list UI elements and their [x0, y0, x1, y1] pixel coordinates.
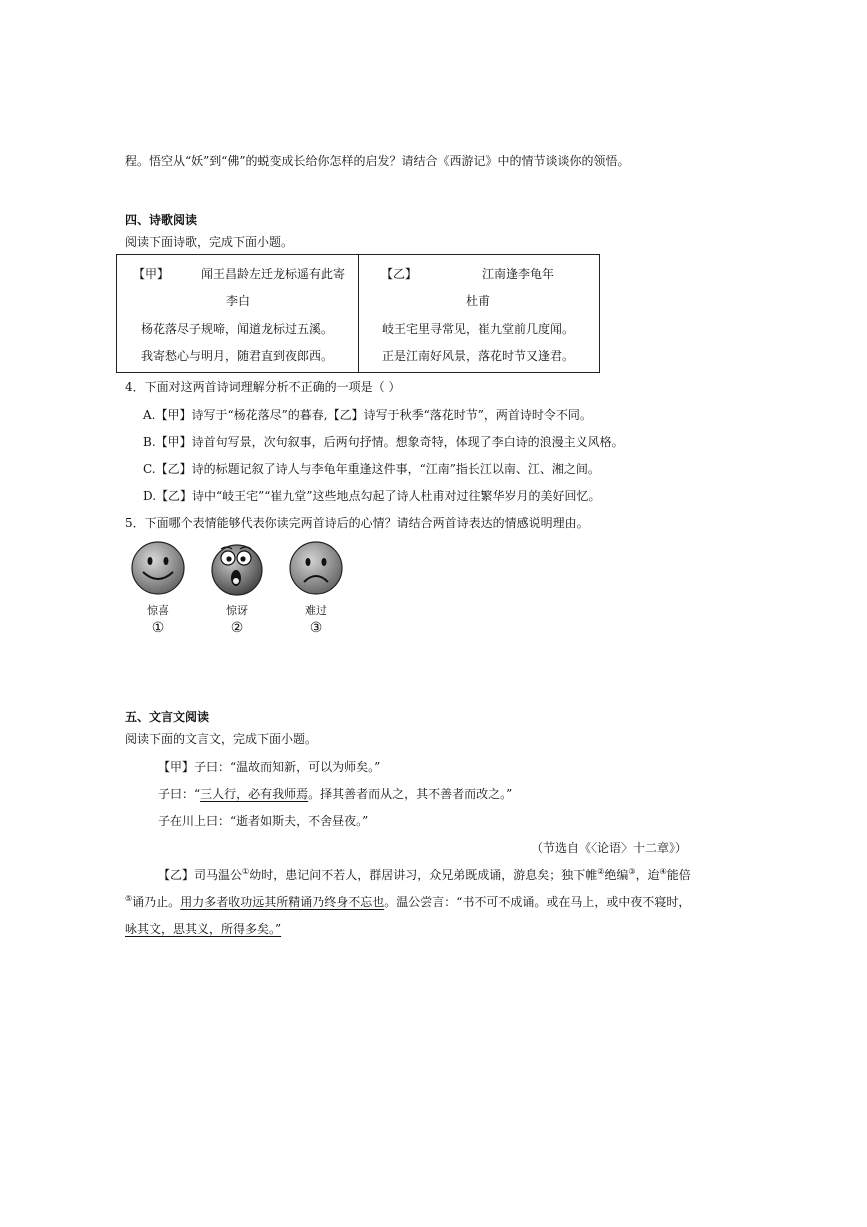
poem-yi-line2: 正是江南好风景，落花时节又逢君。 [382, 349, 575, 363]
yi-text-3-underlined: 咏其文，思其义，所得多矣。” [125, 922, 282, 936]
yi-text-1c: 绝编 [604, 868, 629, 882]
footnote-mark-1: ① [242, 867, 250, 876]
jia-line-2-underlined: 三人行，必有我师焉 [200, 787, 309, 801]
poem-yi-title: 江南逢李龟年 [482, 267, 555, 281]
poem-yi-cell [359, 255, 600, 372]
q4-option-d[interactable]: D.【乙】诗中“岐王宅”“崔九堂”这些地点勾起了诗人杜甫对过往繁华岁月的美好回忆。 [143, 489, 601, 503]
jia-line-2 [158, 785, 512, 802]
jia-line-3: 子在川上曰：“逝者如斯夫，不舍昼夜。” [158, 814, 369, 828]
section-5-title: 五、文言文阅读 [125, 710, 210, 724]
poem-jia-cell [117, 255, 358, 372]
prev-question-text: 程。悟空从“妖”到“佛”的蜕变成长给你怎样的启发？请结合《西游记》中的情节谈谈你的领悟。 [125, 154, 630, 168]
q4-option-c[interactable]: C.【乙】诗的标题记叙了诗人与李龟年重逢这件事，“江南”指长江以南、江、湘之间。 [143, 462, 600, 476]
section-4-title: 四、诗歌阅读 [125, 213, 198, 227]
section-4-instruction: 阅读下面诗歌，完成下面小题。 [125, 235, 294, 249]
jia-line-2-post: 。择其善者而从之，其不善者而改之。” [308, 787, 513, 801]
yi-text-1d: ，迨 [635, 868, 660, 882]
q4-stem: 4．下面对这两首诗词理解分析不正确的一项是（ ） [125, 380, 401, 394]
poem-yi-tag: 【乙】 [381, 267, 418, 281]
poem-jia-line1: 杨花落尽子规啼，闻道龙标过五溪。 [141, 322, 334, 336]
q4-option-b[interactable]: B.【甲】诗首句写景，次句叙事，后两句抒情。想象奇特，体现了李白诗的浪漫主义风格。 [143, 435, 624, 449]
face-num-3: ③ [309, 620, 323, 636]
smile-face-icon [130, 540, 186, 596]
surprised-face-icon [209, 540, 265, 596]
face-num-2: ② [230, 620, 244, 636]
face-label-3: 难过 [305, 604, 327, 617]
yi-para-line-3 [125, 920, 281, 937]
footnote-mark-4: ④ [659, 867, 667, 876]
face-label-2: 惊讶 [226, 604, 248, 617]
yi-text-1e: 能倍 [666, 868, 691, 882]
q5-stem: 5．下面哪个表情能够代表你读完两首诗后的心情？请结合两首诗表达的情感说明理由。 [125, 516, 589, 530]
yi-text-1a: 【乙】司马温公 [158, 868, 243, 882]
poem-jia-author: 李白 [226, 294, 251, 308]
yi-text-2b: 。温公尝言：“书不可不成诵。或在马上，或中夜不寝时， [384, 895, 691, 909]
q4-option-a[interactable]: A.【甲】诗写于“杨花落尽”的暮春,【乙】诗写于秋季“落花时节”，两首诗时令不同。 [143, 408, 592, 422]
face-option-3[interactable] [286, 540, 346, 599]
yi-para-line-2 [125, 893, 690, 910]
yi-text-1b: 幼时，患记问不若人，群居讲习，众兄弟既成诵，游息矣；独下帷 [249, 868, 598, 882]
poem-yi-line1: 岐王宅里寻常见，崔九堂前几度闻。 [382, 322, 575, 336]
poem-yi-author: 杜甫 [466, 294, 491, 308]
jia-source: （节选自《〈论语〉十二章》） [530, 841, 687, 855]
face-option-1[interactable] [128, 540, 188, 599]
footnote-mark-5: ⑤ [125, 894, 133, 903]
face-option-2[interactable] [207, 540, 267, 599]
footnote-mark-2: ② [597, 867, 605, 876]
poem-jia-tag: 【甲】 [133, 267, 170, 281]
sad-face-icon [288, 540, 344, 596]
poem-jia-title: 闻王昌龄左迁龙标遥有此寄 [201, 267, 346, 281]
face-label-1: 惊喜 [147, 604, 169, 617]
footnote-mark-3: ③ [628, 867, 636, 876]
poem-jia-line2: 我寄愁心与明月，随君直到夜郎西。 [141, 349, 334, 363]
section-5-instruction: 阅读下面的文言文，完成下面小题。 [125, 732, 318, 746]
yi-text-2-underlined: 用力多者收功远其所精诵乃终身不忘也 [180, 895, 385, 909]
poem-table [116, 254, 600, 373]
yi-para-line-1 [158, 866, 691, 883]
face-num-1: ① [151, 620, 165, 636]
yi-text-2a: 诵乃止。 [132, 895, 181, 909]
jia-line-1: 【甲】子曰：“温故而知新，可以为师矣。” [158, 760, 381, 774]
jia-line-2-pre: 子曰：“ [158, 787, 201, 801]
